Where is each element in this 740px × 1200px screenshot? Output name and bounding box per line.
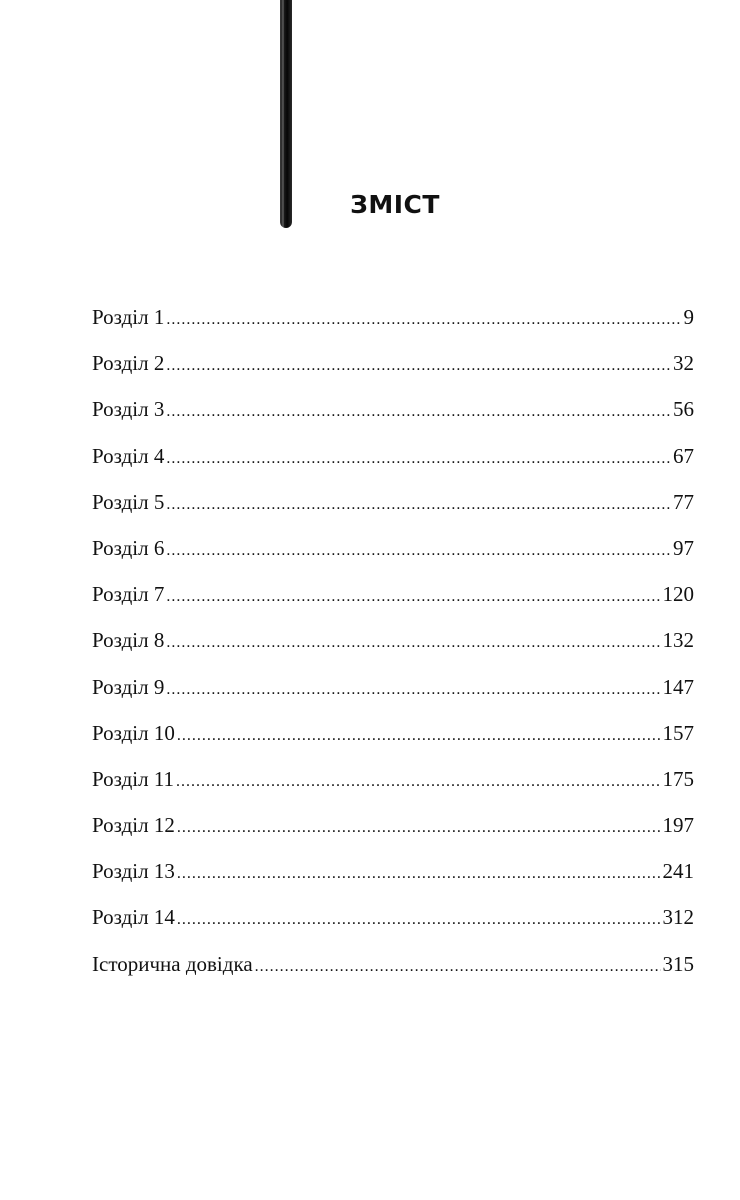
dot-leader [166,681,660,699]
toc-entry [92,536,694,582]
toc-entry [92,675,694,721]
toc-entry-label: Розділ 11 [92,766,175,791]
dot-leader [177,865,661,883]
toc-entry-label: Розділ 12 [92,813,175,838]
toc-entry [92,721,694,767]
toc-entry-label: Розділ 14 [92,905,175,930]
toc-entry-label: Розділ 8 [92,628,165,653]
toc-entry-page: 132 [662,628,694,653]
toc-entry-page: 56 [673,397,694,422]
dot-leader [166,450,671,468]
toc-entry-page: 315 [662,951,694,976]
dot-leader [255,958,661,976]
toc-entry [92,767,694,813]
toc-entry-page: 197 [662,813,694,838]
dot-leader [166,496,671,514]
toc-entry-page: 32 [673,351,694,376]
toc-entry-label: Історична довідка [92,951,253,976]
dot-leader [177,819,661,837]
toc-entry-page: 241 [662,859,694,884]
dot-leader [177,911,661,929]
dot-leader [166,311,681,329]
toc-entry-page: 157 [662,720,694,745]
toc-entry-page: 175 [662,766,694,791]
dot-leader [166,357,671,375]
toc-entry [92,397,694,443]
toc-entry [92,905,694,951]
toc-entry-label: Розділ 5 [92,489,165,514]
toc-entry [92,952,694,998]
toc-entry [92,351,694,397]
toc-entry-page: 9 [683,305,694,329]
toc-entry [92,490,694,536]
toc-entry-page: 312 [662,905,694,930]
toc-entry-page: 67 [673,443,694,468]
toc-entry [92,444,694,490]
toc-entry-label: Розділ 1 [92,305,165,329]
dot-leader [166,403,671,421]
toc-entry-page: 97 [673,535,694,560]
toc-entry-page: 147 [662,674,694,699]
dot-leader [166,634,660,652]
toc-entry [92,582,694,628]
toc-entry-label: Розділ 9 [92,674,165,699]
toc-entry-page: 120 [662,582,694,607]
toc-entry-label: Розділ 6 [92,535,165,560]
dot-leader [177,727,661,745]
toc-entry-label: Розділ 7 [92,582,165,607]
toc-entry-label: Розділ 13 [92,859,175,884]
toc-entry-label: Розділ 2 [92,351,165,376]
page-title: ЗМІСТ [350,190,440,219]
toc-entry-label: Розділ 4 [92,443,165,468]
toc-entry-page: 77 [673,489,694,514]
toc-entry [92,813,694,859]
toc-entry [92,628,694,674]
toc-entry [92,859,694,905]
toc-entry [92,305,694,351]
dot-leader [176,773,660,791]
toc-entry-label: Розділ 3 [92,397,165,422]
dot-leader [166,542,671,560]
toc-entry-label: Розділ 10 [92,720,175,745]
dot-leader [166,588,660,606]
table-of-contents [92,305,694,998]
